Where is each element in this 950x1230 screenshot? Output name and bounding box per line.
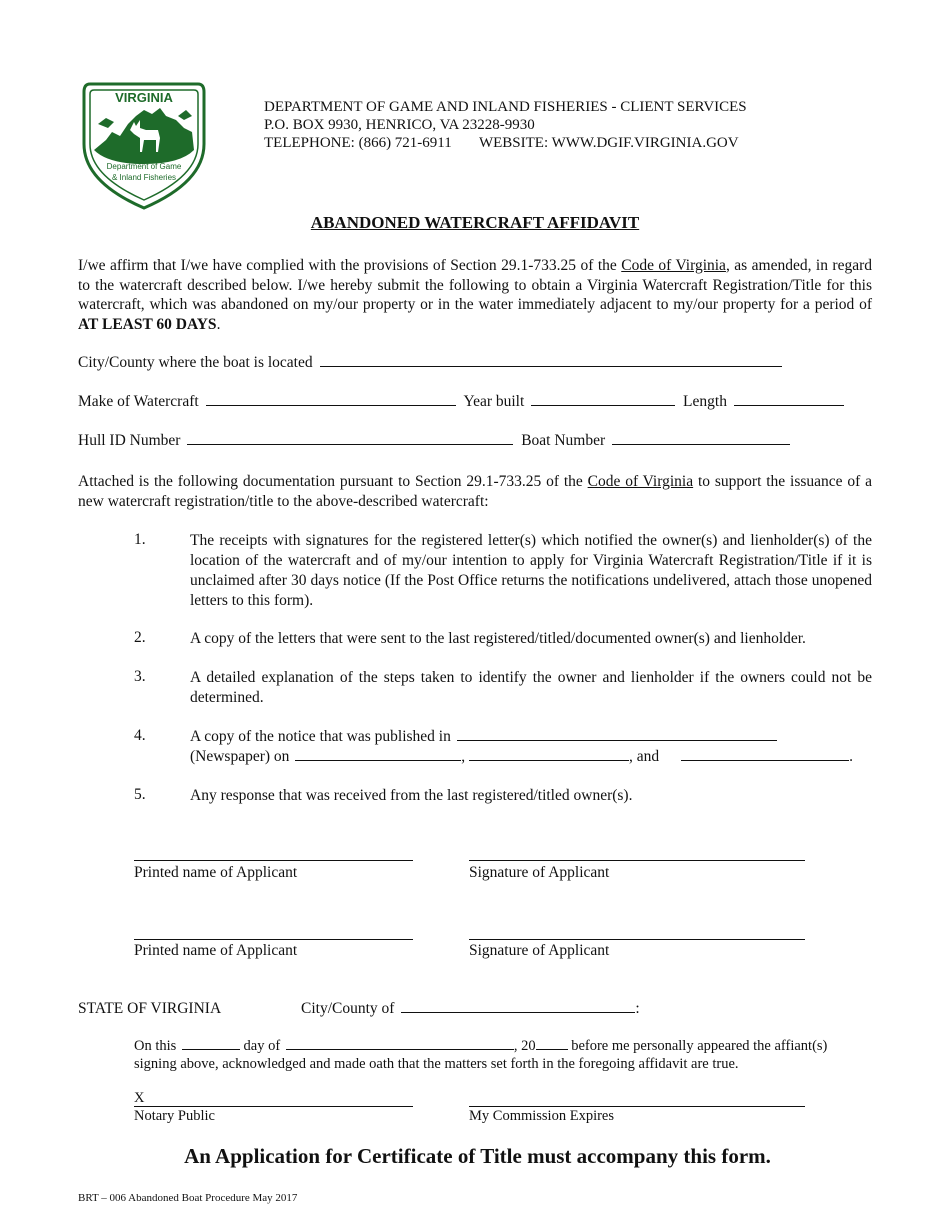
header-address: P.O. BOX 9930, HENRICO, VA 23228-9930 xyxy=(264,117,535,133)
header-website: WEBSITE: WWW.DGIF.VIRGINIA.GOV xyxy=(478,135,739,151)
item-number: 1. xyxy=(134,531,146,548)
make-row xyxy=(78,393,878,411)
notary-city-label: City/County of xyxy=(301,1000,395,1017)
title-application-notice: An Application for Certificate of Title must accompany this form. xyxy=(184,1144,771,1168)
printed-name-label-2: Printed name of Applicant xyxy=(134,942,298,959)
attached-code-reference: Code of Virginia xyxy=(587,473,694,490)
notary-oath-text xyxy=(134,1037,874,1073)
seal-text-bottom-1: Department of Game xyxy=(106,162,182,171)
city-county-row xyxy=(78,354,782,372)
attached-text-1: Attached is the following documentation pursuant to Section 29.1-733.25 of the xyxy=(78,473,588,490)
month-field[interactable] xyxy=(286,1048,514,1050)
intro-code-reference: Code of Virginia xyxy=(621,257,726,274)
item-text: The receipts with signatures for the registered letter(s) which notified the owner(s) and lienholder(s) of the location of the watercraft and of my/our intention to apply for Virginia Watercraft Registration/Title if it is unclaimed after 30 days notice (If the Post Office returns the notifications undelivered, attach those unopened letters to this form). xyxy=(190,532,872,609)
make-field[interactable] xyxy=(206,404,456,406)
intro-text-1: I/we affirm that I/we have complied with the provisions of Section 29.1-733.25 of the xyxy=(78,257,622,274)
signature-field-1[interactable] xyxy=(469,860,805,861)
form-id: BRT – 006 Abandoned Boat Procedure May 2017 xyxy=(78,1192,298,1204)
item-text xyxy=(190,727,872,767)
item-text: A copy of the letters that were sent to the last registered/titled/documented owner(s) and lienholder. xyxy=(190,630,806,647)
seal-text-bottom-2: & Inland Fisheries xyxy=(111,173,177,182)
item-text: Any response that was received from the last registered/titled owner(s). xyxy=(190,787,633,804)
printed-name-field-1[interactable] xyxy=(134,860,413,861)
appeared-text: before me personally appeared the affiant(s) xyxy=(571,1038,828,1054)
item-number: 4. xyxy=(134,727,146,744)
boat-number-field[interactable] xyxy=(612,443,790,445)
page-title: ABANDONED WATERCRAFT AFFIDAVIT xyxy=(310,213,640,232)
signature-label-1: Signature of Applicant xyxy=(469,864,610,881)
signature-label-2: Signature of Applicant xyxy=(469,942,610,959)
hull-id-field[interactable] xyxy=(187,443,513,445)
item-number: 5. xyxy=(134,786,146,803)
boat-number-label: Boat Number xyxy=(521,432,606,449)
day-field[interactable] xyxy=(182,1048,240,1050)
commission-expires-field[interactable] xyxy=(469,1106,805,1107)
header-contact xyxy=(264,134,747,152)
item-number: 2. xyxy=(134,629,146,646)
colon: : xyxy=(635,1000,640,1017)
year-built-field[interactable] xyxy=(531,404,675,406)
publish-date-3-field[interactable] xyxy=(681,759,849,761)
hull-id-label: Hull ID Number xyxy=(78,432,181,449)
length-field[interactable] xyxy=(734,404,844,406)
publish-date-1-field[interactable] xyxy=(295,759,461,761)
newspaper-prefix: A copy of the notice that was published in xyxy=(190,728,451,745)
and-text: , and xyxy=(629,748,660,765)
on-this-label: On this xyxy=(134,1038,177,1054)
notary-public-label: Notary Public xyxy=(134,1108,215,1124)
notary-signature-field[interactable] xyxy=(134,1106,413,1107)
item-text: A detailed explanation of the steps taken to identify the owner and lienholder if the owners could not be determined. xyxy=(190,669,872,706)
make-label: Make of Watercraft xyxy=(78,393,199,410)
intro-bold-duration: AT LEAST 60 DAYS xyxy=(78,315,217,333)
intro-paragraph xyxy=(78,256,872,334)
publish-date-2-field[interactable] xyxy=(469,759,629,761)
commission-expires-label: My Commission Expires xyxy=(469,1108,615,1124)
day-of-label: day of xyxy=(243,1038,281,1054)
x-mark: X xyxy=(134,1090,145,1106)
notary-city-row xyxy=(301,1000,640,1018)
year-prefix: , 20 xyxy=(513,1038,536,1054)
attached-text-2: to support the issuance of a new watercraft registration/title to the above-described watercraft: xyxy=(78,473,873,510)
state-label: STATE OF VIRGINIA xyxy=(78,1000,222,1017)
year-field[interactable] xyxy=(536,1048,568,1050)
city-county-field[interactable] xyxy=(320,365,782,367)
intro-end: . xyxy=(216,315,221,333)
printed-name-field-2[interactable] xyxy=(134,939,413,940)
year-built-label: Year built xyxy=(463,393,525,410)
notary-city-field[interactable] xyxy=(401,1011,635,1013)
city-county-label: City/County where the boat is located xyxy=(78,354,313,371)
intro-text-2: , as amended, in regard to the watercraft described below. I/we hereby submit the following to obtain a Virginia Watercraft Registration/Title for this watercraft, which was abandoned on my/our property or in the water immediately adjacent to my/our property for a period of xyxy=(78,257,872,313)
length-label: Length xyxy=(683,393,727,410)
newspaper-field[interactable] xyxy=(457,739,777,741)
period: . xyxy=(849,748,853,765)
printed-name-label-1: Printed name of Applicant xyxy=(134,864,298,881)
header-block xyxy=(264,98,747,152)
newspaper-date-label: (Newspaper) on xyxy=(190,748,290,765)
signature-field-2[interactable] xyxy=(469,939,805,940)
dgif-seal-logo xyxy=(80,80,208,212)
seal-text-top: VIRGINIA xyxy=(115,90,173,105)
hull-row xyxy=(78,432,790,450)
header-phone: TELEPHONE: (866) 721-6911 xyxy=(264,135,452,151)
attached-paragraph xyxy=(78,472,872,511)
comma: , xyxy=(461,748,466,765)
oath-line-2: signing above, acknowledged and made oath that the matters set forth in the foregoing affidavit are true. xyxy=(134,1056,739,1072)
item-number: 3. xyxy=(134,668,146,685)
header-department: DEPARTMENT OF GAME AND INLAND FISHERIES - CLIENT SERVICES xyxy=(264,99,747,115)
